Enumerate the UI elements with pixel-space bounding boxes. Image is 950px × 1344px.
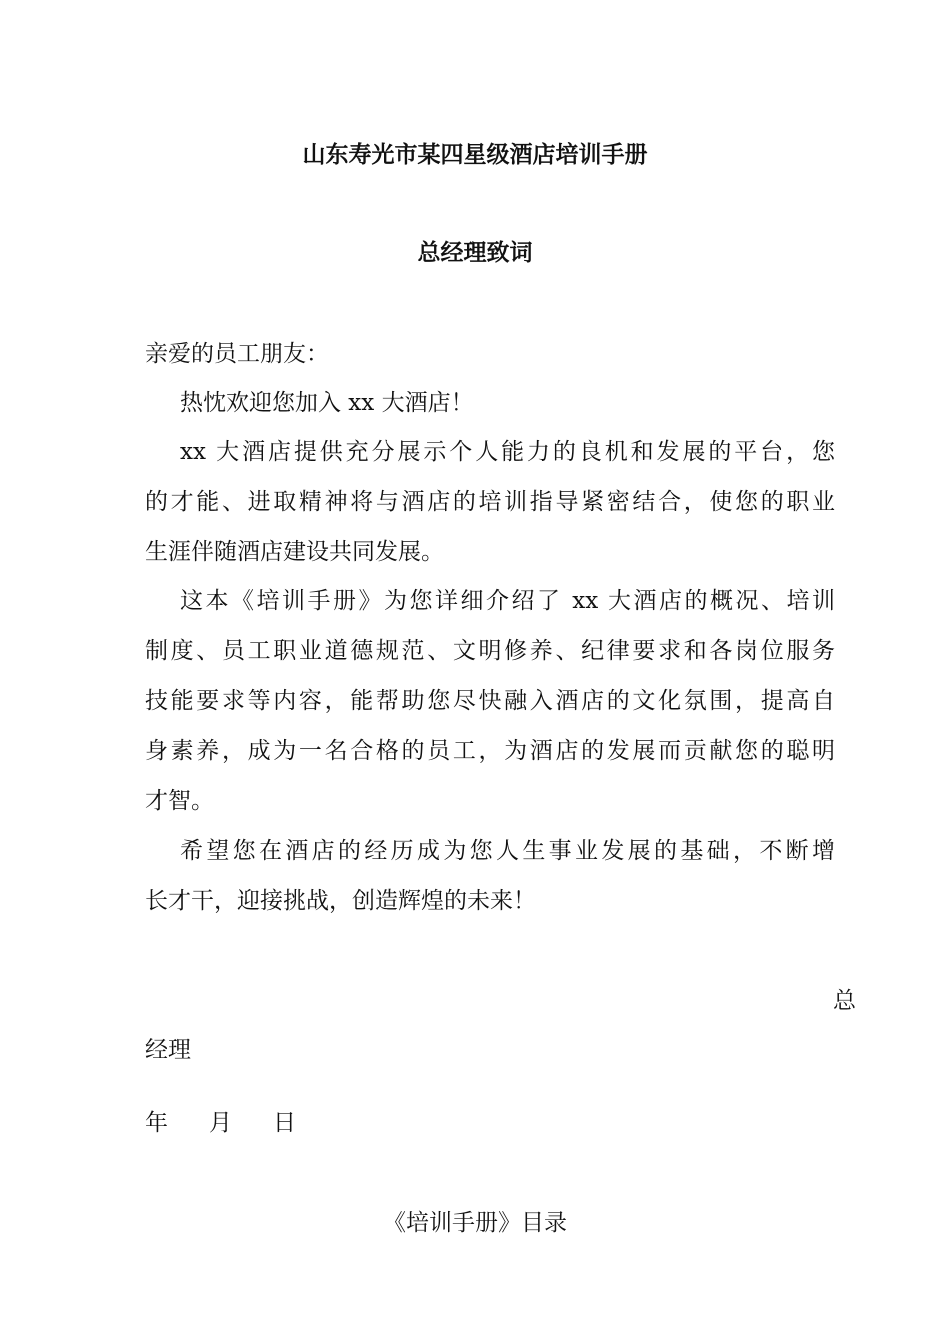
- date-month: 月: [209, 1110, 232, 1136]
- paragraph-3-line-3: 技能要求等内容，能帮助您尽快融入酒店的文化氛围，提高自: [145, 688, 835, 714]
- speech-title: 总经理致词: [417, 239, 533, 266]
- document-title: 山东寿光市某四星级酒店培训手册: [302, 141, 648, 168]
- date-year: 年: [145, 1110, 168, 1136]
- paragraph-3-line-2: 制度、员工职业道德规范、文明修养、纪律要求和各岗位服务: [145, 638, 835, 664]
- paragraph-4-line-2: 长才干，迎接挑战，创造辉煌的未来！: [145, 888, 536, 914]
- toc-title: 《培训手册》目录: [383, 1210, 567, 1236]
- paragraph-2-line-3: 生涯伴随酒店建设共同发展。: [145, 539, 444, 565]
- paragraph-1-line-1: 热忱欢迎您加入 xx 大酒店！: [180, 390, 474, 416]
- paragraph-3-line-5: 才智。: [145, 788, 214, 814]
- paragraph-2-line-1: xx 大酒店提供充分展示个人能力的良机和发展的平台，您: [180, 439, 835, 465]
- paragraph-3-line-1: 这本《培训手册》为您详细介绍了 xx 大酒店的概况、培训: [180, 588, 835, 614]
- paragraph-4-line-1: 希望您在酒店的经历成为您人生事业发展的基础，不断增: [180, 838, 835, 864]
- signature-part-1: 总: [833, 988, 856, 1014]
- date-day: 日: [273, 1110, 296, 1136]
- paragraph-2-line-2: 的才能、进取精神将与酒店的培训指导紧密结合，使您的职业: [145, 489, 835, 515]
- date-line: [145, 1108, 296, 1138]
- paragraph-3-line-4: 身素养，成为一名合格的员工，为酒店的发展而贡献您的聪明: [145, 738, 835, 764]
- salutation: 亲爱的员工朋友：: [145, 341, 329, 367]
- signature-part-2: 经理: [145, 1037, 191, 1063]
